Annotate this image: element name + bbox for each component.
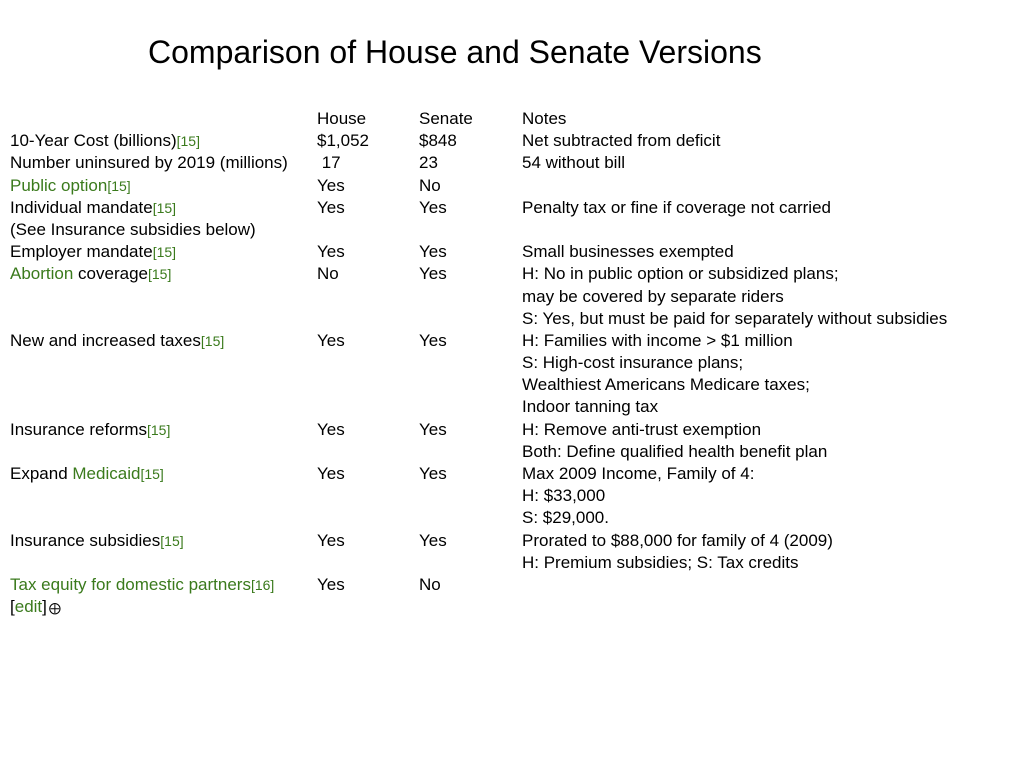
row-label (10, 419, 170, 441)
notes-text: H: $33,000 (522, 486, 606, 506)
reference-link[interactable]: [15] (147, 421, 171, 438)
senate-value: No (419, 175, 441, 195)
notes-text: S: High-cost insurance plans; (522, 353, 744, 373)
header-senate: Senate (419, 109, 473, 128)
edit-icon[interactable]: ⨁ (48, 601, 61, 616)
edit-control (10, 596, 61, 619)
row-label-text: 10-Year Cost (billions) (10, 131, 177, 151)
notes-text: Net subtracted from deficit (522, 131, 721, 151)
page-title: Comparison of House and Senate Versions (148, 34, 762, 70)
notes-text: Both: Define qualified health benefit plan (522, 441, 828, 461)
senate-value: 23 (419, 153, 438, 173)
house-value: Yes (317, 242, 345, 262)
row-label (10, 130, 200, 152)
row-label (10, 241, 176, 263)
notes-text: H: Families with income > $1 million (522, 330, 793, 350)
edit-bracket-open: [ (10, 597, 15, 617)
senate-value: Yes (419, 464, 447, 483)
row-label (10, 175, 131, 197)
notes-text: 54 without bill (522, 153, 626, 173)
notes-text: H: Remove anti-trust exemption (522, 419, 762, 439)
senate-value: No (419, 574, 441, 594)
notes-text: Indoor tanning tax (522, 397, 659, 417)
header-house: House (317, 109, 367, 128)
row-label (10, 574, 274, 596)
row-label-text: Individual mandate (10, 197, 153, 217)
notes-text: S: $29,000. (522, 508, 609, 528)
reference-link[interactable]: [15] (140, 466, 164, 482)
reference-link[interactable]: [15] (152, 199, 177, 216)
notes-text: Penalty tax or fine if coverage not carried (522, 197, 831, 217)
notes-text: Prorated to $88,000 for family of 4 (2009) (522, 530, 833, 550)
senate-value: $848 (419, 131, 457, 151)
house-value: Yes (317, 197, 345, 217)
edit-bracket-close: ] (42, 597, 47, 617)
reference-link[interactable]: [15] (200, 332, 225, 349)
row-label (10, 330, 224, 352)
tax-equity-link[interactable]: Tax equity for domestic partners (10, 574, 251, 594)
row-label (10, 530, 184, 552)
notes-text: Max 2009 Income, Family of 4: (522, 464, 755, 483)
reference-link[interactable]: [15] (176, 133, 200, 150)
reference-link[interactable]: [16] (250, 576, 275, 593)
house-value: No (317, 264, 339, 284)
row-label-text: (See Insurance subsidies below) (10, 219, 256, 239)
notes-text: Small businesses exempted (522, 242, 734, 262)
row-label-text: coverage (73, 264, 148, 284)
row-label-text: Number uninsured by 2019 (millions) (10, 153, 288, 173)
row-label-text: New and increased taxes (10, 330, 201, 350)
reference-link[interactable]: [15] (107, 177, 131, 194)
reference-link[interactable]: [15] (152, 244, 177, 261)
row-label-text: Employer mandate (10, 242, 153, 262)
row-label (10, 463, 164, 485)
house-value: Yes (317, 419, 345, 439)
public-option-link[interactable]: Public option (10, 175, 108, 195)
house-value: Yes (317, 330, 345, 350)
reference-link[interactable]: [15] (148, 266, 172, 283)
reference-link[interactable]: [15] (160, 532, 184, 549)
senate-value: Yes (419, 197, 447, 217)
senate-value: Yes (419, 419, 447, 439)
notes-text: Wealthiest Americans Medicare taxes; (522, 375, 810, 395)
house-value: Yes (317, 574, 345, 594)
medicaid-link[interactable]: Medicaid (72, 464, 141, 483)
edit-link[interactable]: edit (14, 597, 43, 617)
house-value: Yes (317, 464, 345, 483)
house-value: Yes (317, 530, 345, 550)
row-label (10, 197, 176, 219)
notes-text: S: Yes, but must be paid for separately without subsidies (522, 308, 948, 328)
house-value: 17 (317, 153, 341, 173)
header-notes: Notes (522, 109, 567, 128)
abortion-link[interactable]: Abortion (10, 264, 74, 284)
senate-value: Yes (419, 330, 447, 350)
row-label-text: Expand (10, 464, 73, 483)
notes-text: H: Premium subsidies; S: Tax credits (522, 552, 799, 572)
senate-value: Yes (419, 530, 447, 550)
notes-text: may be covered by separate riders (522, 286, 784, 306)
senate-value: Yes (419, 264, 447, 284)
senate-value: Yes (419, 242, 447, 262)
row-label-text: Insurance subsidies (10, 530, 161, 550)
notes-text: H: No in public option or subsidized plans; (522, 264, 839, 284)
house-value: $1,052 (317, 131, 369, 151)
row-label-text: Insurance reforms (10, 419, 147, 439)
row-label (10, 263, 171, 285)
house-value: Yes (317, 175, 345, 195)
